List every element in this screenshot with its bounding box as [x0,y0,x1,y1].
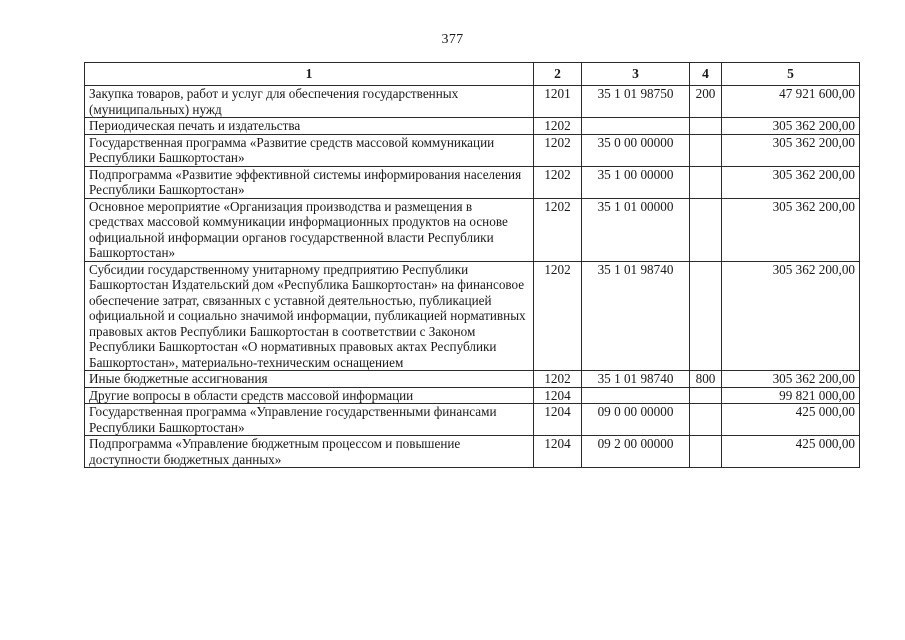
row-target-code: 35 1 01 98740 [582,371,690,388]
table-row [85,134,860,166]
row-section-code: 1202 [534,371,582,388]
row-target-code: 09 2 00 00000 [582,436,690,468]
row-expense-type [690,118,722,135]
row-amount: 305 362 200,00 [722,198,860,261]
row-description: Периодическая печать и издательства [85,118,534,135]
row-expense-type [690,261,722,371]
row-description: Основное мероприятие «Организация производства и размещения в средствах массовой коммуникации информационных продуктов на основе официальной информации органов государственной власти Республики Башкортостан» [85,198,534,261]
header-row [85,63,860,86]
row-amount: 425 000,00 [722,436,860,468]
table-row [85,261,860,371]
row-target-code: 35 0 00 00000 [582,134,690,166]
row-expense-type [690,134,722,166]
row-description: Закупка товаров, работ и услуг для обеспечения государственных (муниципальных) нужд [85,86,534,118]
row-section-code: 1202 [534,134,582,166]
row-section-code: 1204 [534,436,582,468]
row-amount: 305 362 200,00 [722,371,860,388]
row-target-code: 35 1 00 00000 [582,166,690,198]
row-amount: 305 362 200,00 [722,134,860,166]
row-section-code: 1204 [534,387,582,404]
row-description: Подпрограмма «Развитие эффективной системы информирования населения Республики Башкортостан» [85,166,534,198]
row-description: Другие вопросы в области средств массовой информации [85,387,534,404]
row-expense-type [690,387,722,404]
table-row [85,404,860,436]
row-target-code: 35 1 01 98750 [582,86,690,118]
header-col-1: 1 [85,63,534,86]
row-section-code: 1202 [534,261,582,371]
row-description: Иные бюджетные ассигнования [85,371,534,388]
page-number: 377 [441,32,464,47]
row-amount: 305 362 200,00 [722,118,860,135]
row-expense-type: 200 [690,86,722,118]
row-description: Подпрограмма «Управление бюджетным процессом и повышение доступности бюджетных данных» [85,436,534,468]
row-target-code: 35 1 01 98740 [582,261,690,371]
table-row [85,166,860,198]
row-amount: 425 000,00 [722,404,860,436]
row-expense-type [690,198,722,261]
row-amount: 305 362 200,00 [722,166,860,198]
row-section-code: 1201 [534,86,582,118]
table-row [85,118,860,135]
table-row [85,371,860,388]
header-col-3: 3 [582,63,690,86]
row-section-code: 1202 [534,118,582,135]
row-expense-type: 800 [690,371,722,388]
row-expense-type [690,436,722,468]
row-description: Субсидии государственному унитарному предприятию Республики Башкортостан Издательский дом «Республика Башкортостан» на финансовое обеспечение затрат, связанных с уставной деятельностью, публикацией официальной и социально значимой информации, публикацией нормативных правовых актов Республики Башкортостан в соответствии с Законом Республики Башкортостан «О нормативных правовых актах Республики Башкортостан», материально-техническим оснащением [85,261,534,371]
table-row [85,86,860,118]
budget-table [84,62,860,468]
row-amount: 47 921 600,00 [722,86,860,118]
row-description: Государственная программа «Развитие средств массовой коммуникации Республики Башкортостан» [85,134,534,166]
row-section-code: 1202 [534,198,582,261]
table-header [85,63,860,86]
header-col-5: 5 [722,63,860,86]
row-section-code: 1202 [534,166,582,198]
row-target-code: 09 0 00 00000 [582,404,690,436]
row-amount: 99 821 000,00 [722,387,860,404]
table-row [85,387,860,404]
table-row [85,198,860,261]
row-expense-type [690,404,722,436]
row-section-code: 1204 [534,404,582,436]
table-row [85,436,860,468]
table-body [85,86,860,468]
row-target-code: 35 1 01 00000 [582,198,690,261]
row-target-code [582,387,690,404]
row-expense-type [690,166,722,198]
header-col-2: 2 [534,63,582,86]
row-description: Государственная программа «Управление государственными финансами Республики Башкортостан» [85,404,534,436]
row-target-code [582,118,690,135]
header-col-4: 4 [690,63,722,86]
row-amount: 305 362 200,00 [722,261,860,371]
